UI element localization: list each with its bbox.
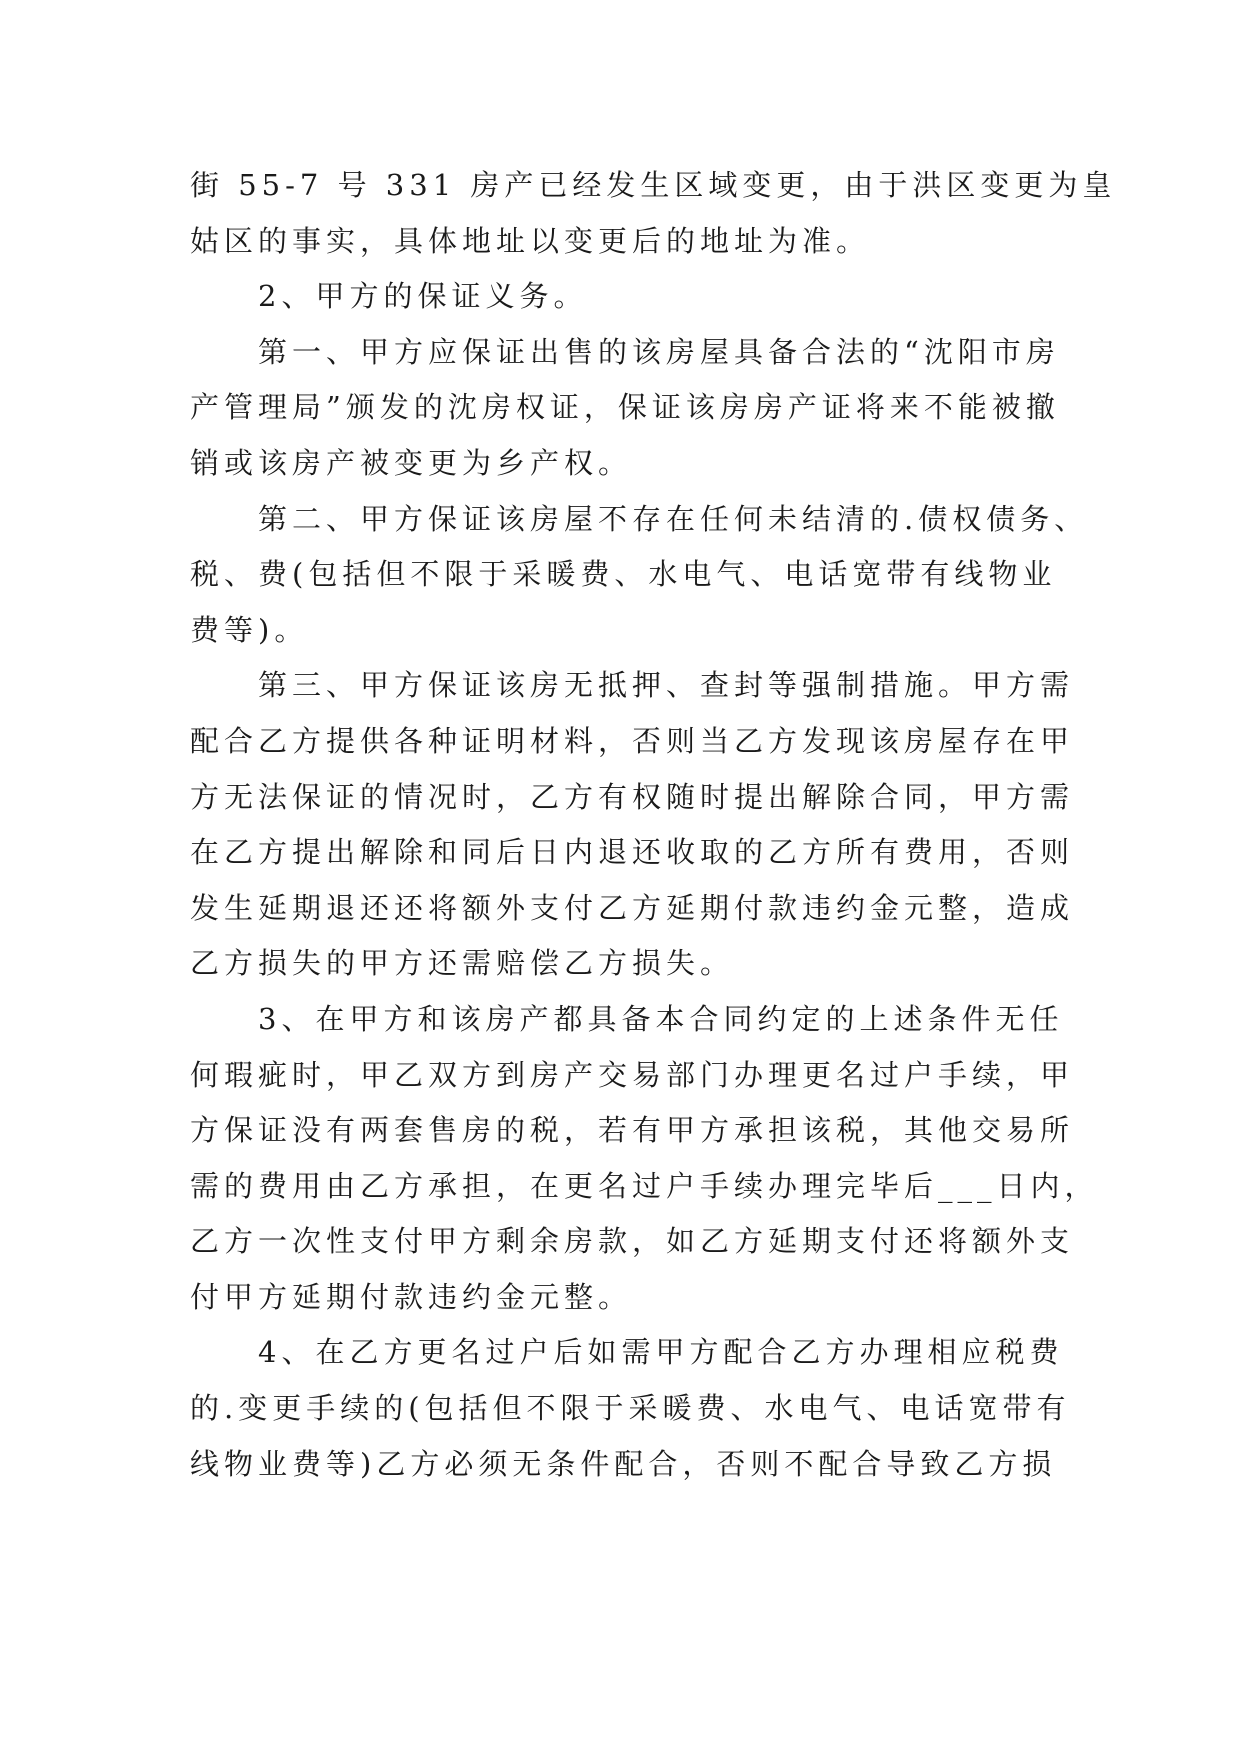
text-line: 税、费(包括但不限于采暖费、水电气、电话宽带有线物业 [190, 557, 1057, 592]
text-line: 需的费用由乙方承担，在更名过户手续办理完毕后___日内， [190, 1168, 1099, 1203]
text-line: 方保证没有两套售房的税，若有甲方承担该税，其他交易所 [190, 1113, 1075, 1148]
document-body [190, 158, 1117, 1492]
paragraph-start-line: 第二、甲方保证该房屋不存在任何未结清的.债权债务、 [258, 501, 1089, 536]
paragraph-start-line: 第一、甲方应保证出售的该房屋具备合法的“沈阳市房 [258, 334, 1060, 369]
text-line: 付甲方延期付款违约金元整。 [190, 1279, 633, 1314]
paragraph-start-line: 4、在乙方更名过户后如需甲方配合乙方办理相应税费 [258, 1335, 1064, 1370]
text-line: 方无法保证的情况时，乙方有权随时提出解除合同，甲方需 [190, 779, 1075, 814]
text-line: 何瑕疵时，甲乙双方到房产交易部门办理更名过户手续，甲 [190, 1057, 1075, 1092]
text-line: 配合乙方提供各种证明材料，否则当乙方发现该房屋存在甲 [190, 723, 1075, 758]
text-line: 乙方一次性支付甲方剩余房款，如乙方延期支付还将额外支 [190, 1224, 1075, 1259]
text-line: 姑区的事实，具体地址以变更后的地址为准。 [190, 223, 871, 258]
text-line: 销或该房产被变更为乡产权。 [190, 445, 633, 480]
paragraph-start-line: 2、甲方的保证义务。 [258, 279, 588, 314]
text-line: 产管理局”颁发的沈房权证，保证该房房产证将来不能被撤 [190, 390, 1060, 425]
text-line: 在乙方提出解除和同后日内退还收取的乙方所有费用，否则 [190, 835, 1075, 870]
paragraph-start-line: 3、在甲方和该房产都具备本合同约定的上述条件无任 [258, 1001, 1064, 1036]
text-line: 的.变更手续的(包括但不限于采暖费、水电气、电话宽带有 [190, 1391, 1071, 1426]
text-line: 线物业费等)乙方必须无条件配合，否则不配合导致乙方损 [190, 1446, 1057, 1481]
text-line: 街 55-7 号 331 房产已经发生区域变更，由于洪区变更为皇 [190, 168, 1117, 202]
text-line: 发生延期退还还将额外支付乙方延期付款违约金元整，造成 [190, 890, 1075, 925]
text-line: 费等)。 [190, 612, 309, 647]
paragraph-start-line: 第三、甲方保证该房无抵押、查封等强制措施。甲方需 [258, 668, 1075, 703]
text-line: 乙方损失的甲方还需赔偿乙方损失。 [190, 946, 735, 981]
